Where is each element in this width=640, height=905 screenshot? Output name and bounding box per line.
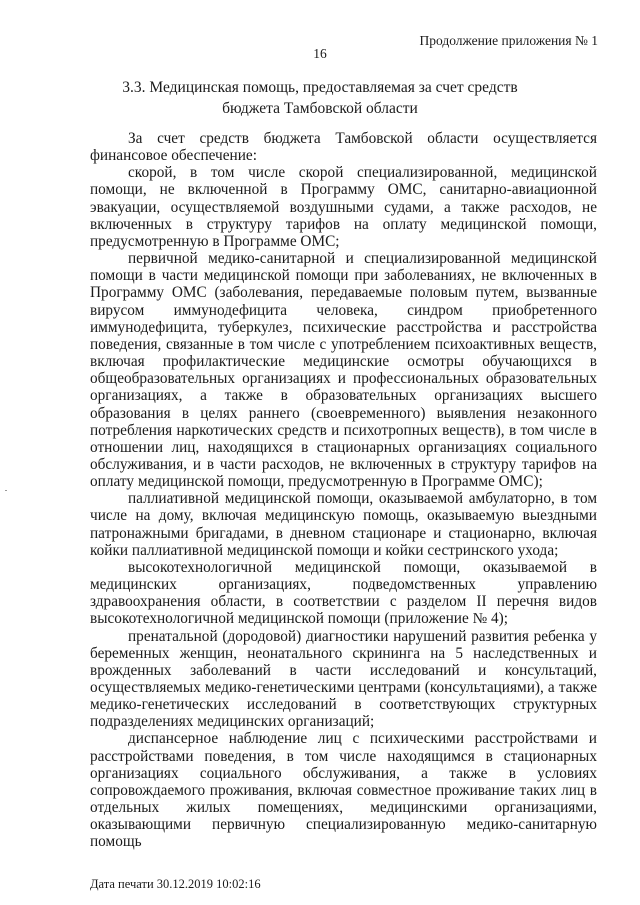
print-date: Дата печати 30.12.2019 10:02:16 xyxy=(90,877,261,891)
document-body xyxy=(90,130,597,851)
page-number: 16 xyxy=(313,46,327,61)
paragraph-prenatal-diagnostics: пренатальной (дородовой) диагностики нарушений развития ребенка у беременных женщин, неонатального скрининга на 5 наследственных и врожденных заболеваний в части исследований и консультаций, осуществляемых медико-генетическими центрами (консультациями), а также медико-генетических исследований в соответствующих структурных подразделениях медицинских организаций; xyxy=(90,627,597,731)
section-title-line-1: 3.3. Медицинская помощь, предоставляемая за счет средств xyxy=(122,79,518,96)
scan-margin-mark xyxy=(5,490,7,491)
paragraph-high-tech-care: высокотехнологичной медицинской помощи, оказываемой в медицинских организациях, подведомственных управлению здравоохранения области, в соответствии с разделом II перечня видов высокотехнологичной медицинской помощи (приложение № 4); xyxy=(90,558,597,628)
paragraph-dispensary-observation: диспансерное наблюдение лиц с психическими расстройствами и расстройствами поведения, в том числе находящимся в стационарных организациях социального обслуживания, а также в условиях сопровождаемого проживания, включая совместное проживание таких лиц в отдельных жилых помещениях, медицинскими организациями, оказывающими первичную специализированную медико-санитарную помощь xyxy=(90,730,597,851)
paragraph-intro: За счет средств бюджета Тамбовской области осуществляется финансовое обеспечение: xyxy=(90,130,597,165)
paragraph-emergency-care: скорой, в том числе скорой специализированной, медицинской помощи, не включенной в Программу ОМС, санитарно-авиационной эвакуации, осуществляемой воздушными судами, а также расходов, не включенных в структуру тарифов на оплату медицинской помощи, предусмотренную в Программе ОМС; xyxy=(90,164,597,250)
section-title-line-2: бюджета Тамбовской области xyxy=(222,100,418,117)
section-title xyxy=(90,77,550,119)
continuation-note: Продолжение приложения № 1 xyxy=(419,33,598,48)
paragraph-palliative-care: паллиативной медицинской помощи, оказываемой амбулаторно, в том числе на дому, включая медицинскую помощь, оказываемую выездными патронажными бригадами, в дневном стационаре и стационарно, включая койки паллиативной медицинской помощи и койки сестринского ухода; xyxy=(90,490,597,559)
paragraph-primary-care: первичной медико-санитарной и специализированной медицинской помощи в части медицинской помощи при заболеваниях, не включенных в Программу ОМС (заболевания, передаваемые половым путем, вызванные вирусом иммунодефицита человека, синдром приобретенного иммунодефицита, туберкулез, психические расстройства и расстройства поведения, связанные в том числе с употреблением психоактивных веществ, включая профилактические медицинские осмотры обучающихся в общеобразовательных организациях и профессиональных образовательных организациях, а также в образовательных организациях высшего образования в целях раннего (своевременного) выявления незаконного потребления наркотических средств и психотропных веществ), в том числе в отношении лиц, находящихся в стационарных организациях социального обслуживания, и в части расходов, не включенных в структуру тарифов на оплату медицинской помощи, предусмотренную в Программе ОМС); xyxy=(90,250,597,491)
